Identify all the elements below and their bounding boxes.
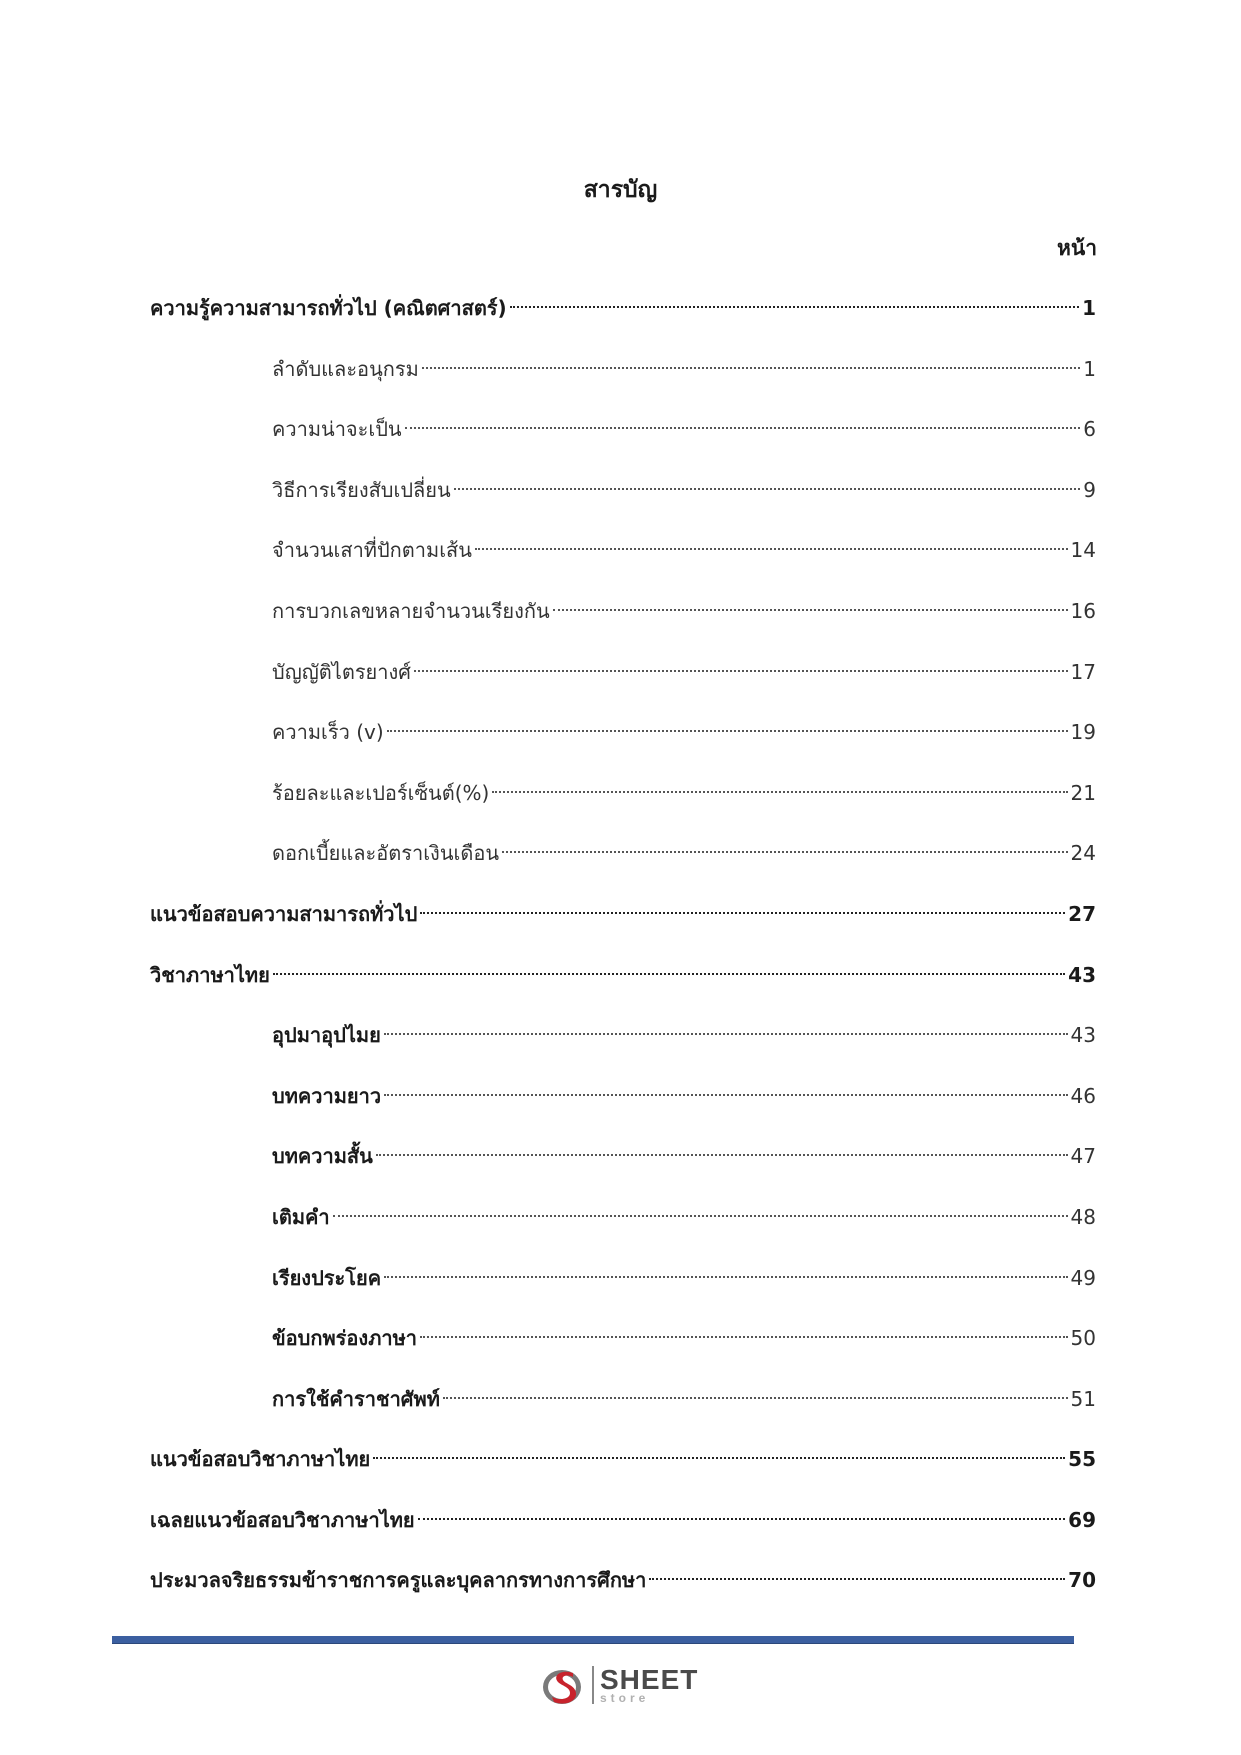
toc-entry — [150, 1560, 1096, 1621]
toc-entry-page-number: 48 — [1070, 1204, 1096, 1229]
toc-entry-page-number: 47 — [1070, 1144, 1096, 1169]
toc-entry-label: บัญญัติไตรยางศ์ — [272, 659, 411, 684]
toc-entry-page-number: 1 — [1083, 356, 1096, 381]
toc-entry-page-number: 21 — [1070, 780, 1096, 805]
toc-entry-label: ดอกเบี้ยและอัตราเงินเดือน — [272, 841, 500, 866]
logo-sub-text: store — [600, 1691, 650, 1705]
table-of-contents — [150, 288, 1096, 1621]
toc-entry — [150, 1500, 1096, 1561]
toc-entry-label: วิชาภาษาไทย — [150, 962, 270, 987]
toc-entry-label: บทความยาว — [272, 1083, 382, 1108]
toc-entry-label: เฉลยแนวข้อสอบวิชาภาษาไทย — [150, 1507, 415, 1532]
toc-entry-label: ความเร็ว (v) — [272, 720, 384, 745]
toc-entry-label: อุปมาอุปไมย — [272, 1023, 381, 1048]
toc-dot-leader — [553, 609, 1068, 611]
toc-entry-page-number: 69 — [1068, 1507, 1096, 1532]
toc-entry — [150, 894, 1096, 955]
toc-entry-page-number: 17 — [1070, 659, 1096, 684]
toc-entry — [150, 1318, 1096, 1379]
toc-entry-page-number: 43 — [1068, 962, 1096, 987]
toc-dot-leader — [475, 548, 1068, 550]
toc-dot-leader — [376, 1154, 1068, 1156]
toc-entry-page-number: 27 — [1068, 901, 1096, 926]
toc-entry-page-number: 49 — [1070, 1265, 1096, 1290]
toc-entry — [150, 1136, 1096, 1197]
page-title: สารบัญ — [583, 177, 658, 203]
toc-entry-label: ข้อบกพร่องภาษา — [272, 1326, 418, 1351]
toc-dot-leader — [405, 427, 1081, 429]
toc-entry — [150, 349, 1096, 410]
sheet-store-logo — [540, 1660, 720, 1710]
toc-entry-page-number: 51 — [1070, 1386, 1096, 1411]
toc-entry — [150, 712, 1096, 773]
toc-entry — [150, 955, 1096, 1016]
toc-dot-leader — [510, 306, 1079, 308]
toc-entry — [150, 1197, 1096, 1258]
toc-dot-leader — [420, 1336, 1068, 1338]
toc-dot-leader — [384, 1276, 1067, 1278]
toc-entry — [150, 470, 1096, 531]
toc-entry — [150, 1379, 1096, 1440]
toc-entry-label: เติมคำ — [272, 1204, 330, 1229]
logo-wordmark — [600, 1666, 698, 1704]
toc-dot-leader — [273, 973, 1065, 975]
toc-entry-label: การบวกเลขหลายจำนวนเรียงกัน — [272, 598, 550, 623]
toc-dot-leader — [333, 1215, 1068, 1217]
toc-entry-label: แนวข้อสอบวิชาภาษาไทย — [150, 1447, 371, 1472]
toc-entry — [150, 652, 1096, 713]
toc-entry — [150, 288, 1096, 349]
toc-entry-page-number: 6 — [1083, 417, 1096, 442]
toc-dot-leader — [502, 851, 1068, 853]
toc-entry-page-number: 70 — [1068, 1568, 1096, 1593]
toc-dot-leader — [422, 367, 1080, 369]
toc-entry — [150, 1439, 1096, 1500]
toc-entry-label: การใช้คำราชาศัพท์ — [272, 1386, 440, 1411]
toc-dot-leader — [373, 1457, 1065, 1459]
toc-entry — [150, 1258, 1096, 1319]
toc-entry-label: แนวข้อสอบความสามารถทั่วไป — [150, 901, 418, 926]
toc-entry-label: เรียงประโยค — [272, 1265, 382, 1290]
toc-entry-page-number: 24 — [1070, 841, 1096, 866]
sheet-store-logo-mark-icon — [540, 1661, 588, 1709]
toc-entry-page-number: 43 — [1070, 1023, 1096, 1048]
toc-entry-page-number: 19 — [1070, 720, 1096, 745]
toc-entry-label: บทความสั้น — [272, 1144, 373, 1169]
toc-entry — [150, 409, 1096, 470]
toc-dot-leader — [387, 730, 1068, 732]
toc-entry — [150, 530, 1096, 591]
toc-entry-page-number: 50 — [1070, 1326, 1096, 1351]
toc-dot-leader — [443, 1397, 1068, 1399]
toc-dot-leader — [418, 1518, 1066, 1520]
toc-entry-label: ประมวลจริยธรรมข้าราชการครูและบุคลากรทางการศึกษา — [150, 1568, 647, 1593]
toc-dot-leader — [384, 1033, 1068, 1035]
toc-entry-label: ความรู้ความสามารถทั่วไป (คณิตศาสตร์) — [150, 296, 507, 320]
toc-entry — [150, 773, 1096, 834]
toc-entry-page-number: 9 — [1083, 477, 1096, 502]
toc-entry-label: ลำดับและอนุกรม — [272, 356, 419, 381]
toc-entry-page-number: 55 — [1068, 1447, 1096, 1472]
toc-entry — [150, 1015, 1096, 1076]
toc-entry-page-number: 46 — [1070, 1083, 1096, 1108]
toc-dot-leader — [492, 791, 1067, 793]
toc-entry-page-number: 14 — [1070, 538, 1096, 563]
toc-entry — [150, 833, 1096, 894]
logo-main-text: SHEET — [600, 1664, 699, 1695]
toc-dot-leader — [454, 488, 1081, 490]
toc-dot-leader — [384, 1094, 1067, 1096]
toc-entry-label: วิธีการเรียงสับเปลี่ยน — [272, 477, 451, 502]
toc-entry-label: ร้อยละและเปอร์เซ็นต์(%) — [272, 780, 490, 805]
toc-entry-page-number: 1 — [1082, 296, 1096, 320]
toc-dot-leader — [649, 1578, 1065, 1580]
logo-divider — [592, 1666, 594, 1704]
toc-dot-leader — [420, 912, 1065, 914]
toc-dot-leader — [414, 670, 1068, 672]
toc-entry — [150, 1076, 1096, 1137]
toc-entry-page-number: 16 — [1070, 598, 1096, 623]
toc-entry-label: ความน่าจะเป็น — [272, 417, 402, 442]
footer-rule — [112, 1636, 1074, 1644]
toc-entry — [150, 591, 1096, 652]
toc-entry-label: จำนวนเสาที่ปักตามเส้น — [272, 538, 472, 563]
page-number-column-header: หน้า — [1057, 236, 1097, 260]
